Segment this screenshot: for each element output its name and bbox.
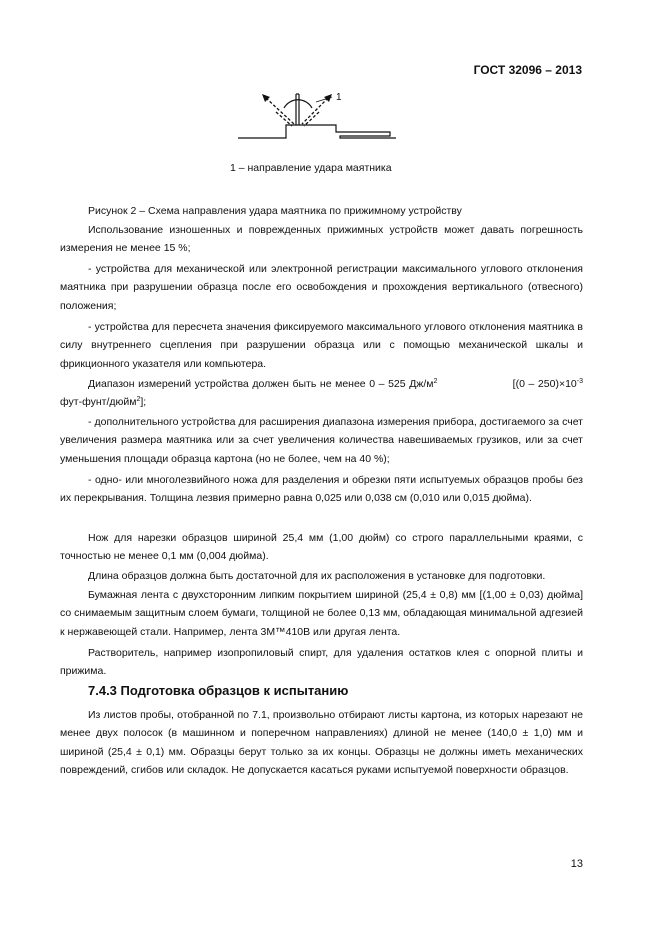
- paragraph-worn-clamps: Использование изношенных и поврежденных прижимных устройств может давать погрешность измерения не менее 15 %;: [60, 224, 583, 255]
- paragraph-solvent: Растворитель, например изопропиловый спирт, для удаления остатков клея с опорной плиты и прижима.: [60, 647, 583, 678]
- paragraph-additional-device: - дополнительного устройства для расширения диапазона измерения прибора, достигаемого за счет увеличения размера маятника или за счет увеличения количества навешиваемых грузиков, или за счет уменьшения площади образца картона (но не более, чем на 40 %);: [60, 416, 583, 465]
- range-superscript-2: -3: [576, 378, 583, 385]
- range-end: ];: [140, 396, 147, 409]
- paragraph-measurement-range: [60, 375, 583, 412]
- pendulum-impact-diagram: [236, 86, 406, 156]
- paragraph-registration-device: - устройства для механической или электронной регистрации максимального углового отклонения маятника при разрушении образца после его освобождения и прохождения вертикального (отвесного) положения;: [60, 263, 583, 312]
- paragraph-cutting-knife: Нож для нарезки образцов шириной 25,4 мм (1,00 дюйм) со строго параллельными краями, с точностью не менее 0,1 мм (0,004 дюйма).: [60, 532, 583, 563]
- section-heading: 7.4.3 Подготовка образцов к испытанию: [88, 683, 349, 698]
- figure-title: Рисунок 2 – Схема направления удара маятника по прижимному устройству: [88, 205, 462, 217]
- paragraph-specimen-length: Длина образцов должна быть достаточной для их расположения в установке для подготовки.: [88, 570, 546, 582]
- paragraph-specimen-preparation: Из листов пробы, отобранной по 7.1, произвольно отбирают листы картона, из которых нарезают не менее двух полосок (в машинном и поперечном направлениях) длиной не менее (140,0 ± 1,0) мм и шириной (25,4 ± 0,1) мм. Образцы берут только за их концы. Образцы не должны иметь механических повреждений, сгибов или складок. Не допускается касаться руками испытуемой поверхности образцов.: [60, 709, 583, 776]
- range-unit: фут-фунт/дюйм: [60, 396, 137, 409]
- paragraph-adhesive-tape: Бумажная лента с двухсторонним липким покрытием шириной (25,4 ± 0,8) мм [(1,00 ± 0,03) дюйма] со снимаемым защитным слоем бумаги, толщиной не более 0,13 мм, обладающая минимальной адгезией к нержавеющей стали. Например, лента 3М™410В или другая лента.: [60, 589, 583, 638]
- page-number: 13: [570, 858, 583, 870]
- range-text: Диапазон измерений устройства должен быть не менее 0 – 525 Дж/м: [88, 378, 434, 390]
- callout-number: 1: [336, 92, 342, 103]
- paragraph-conversion-device: - устройства для пересчета значения фиксируемого максимального углового отклонения маятника в силу внутреннего сцепления при разрушении образца или с помощью механической шкалы и фрикционного указателя или компьютера.: [60, 321, 583, 370]
- range-superscript-1: 2: [433, 378, 438, 385]
- range-imperial: [(0 – 250)×10: [512, 378, 577, 390]
- standard-header: ГОСТ 32096 – 2013: [473, 63, 582, 77]
- range-superscript-3: 2: [136, 396, 141, 404]
- paragraph-knife: - одно- или многолезвийного ножа для разделения и обрезки пяти испытуемых образцов пробы без их перекрывания. Толщина лезвия примерно равна 0,025 или 0,038 см (0,010 или 0,015 дюйма).: [60, 474, 583, 505]
- figure-legend: 1 – направление удара маятника: [230, 162, 392, 174]
